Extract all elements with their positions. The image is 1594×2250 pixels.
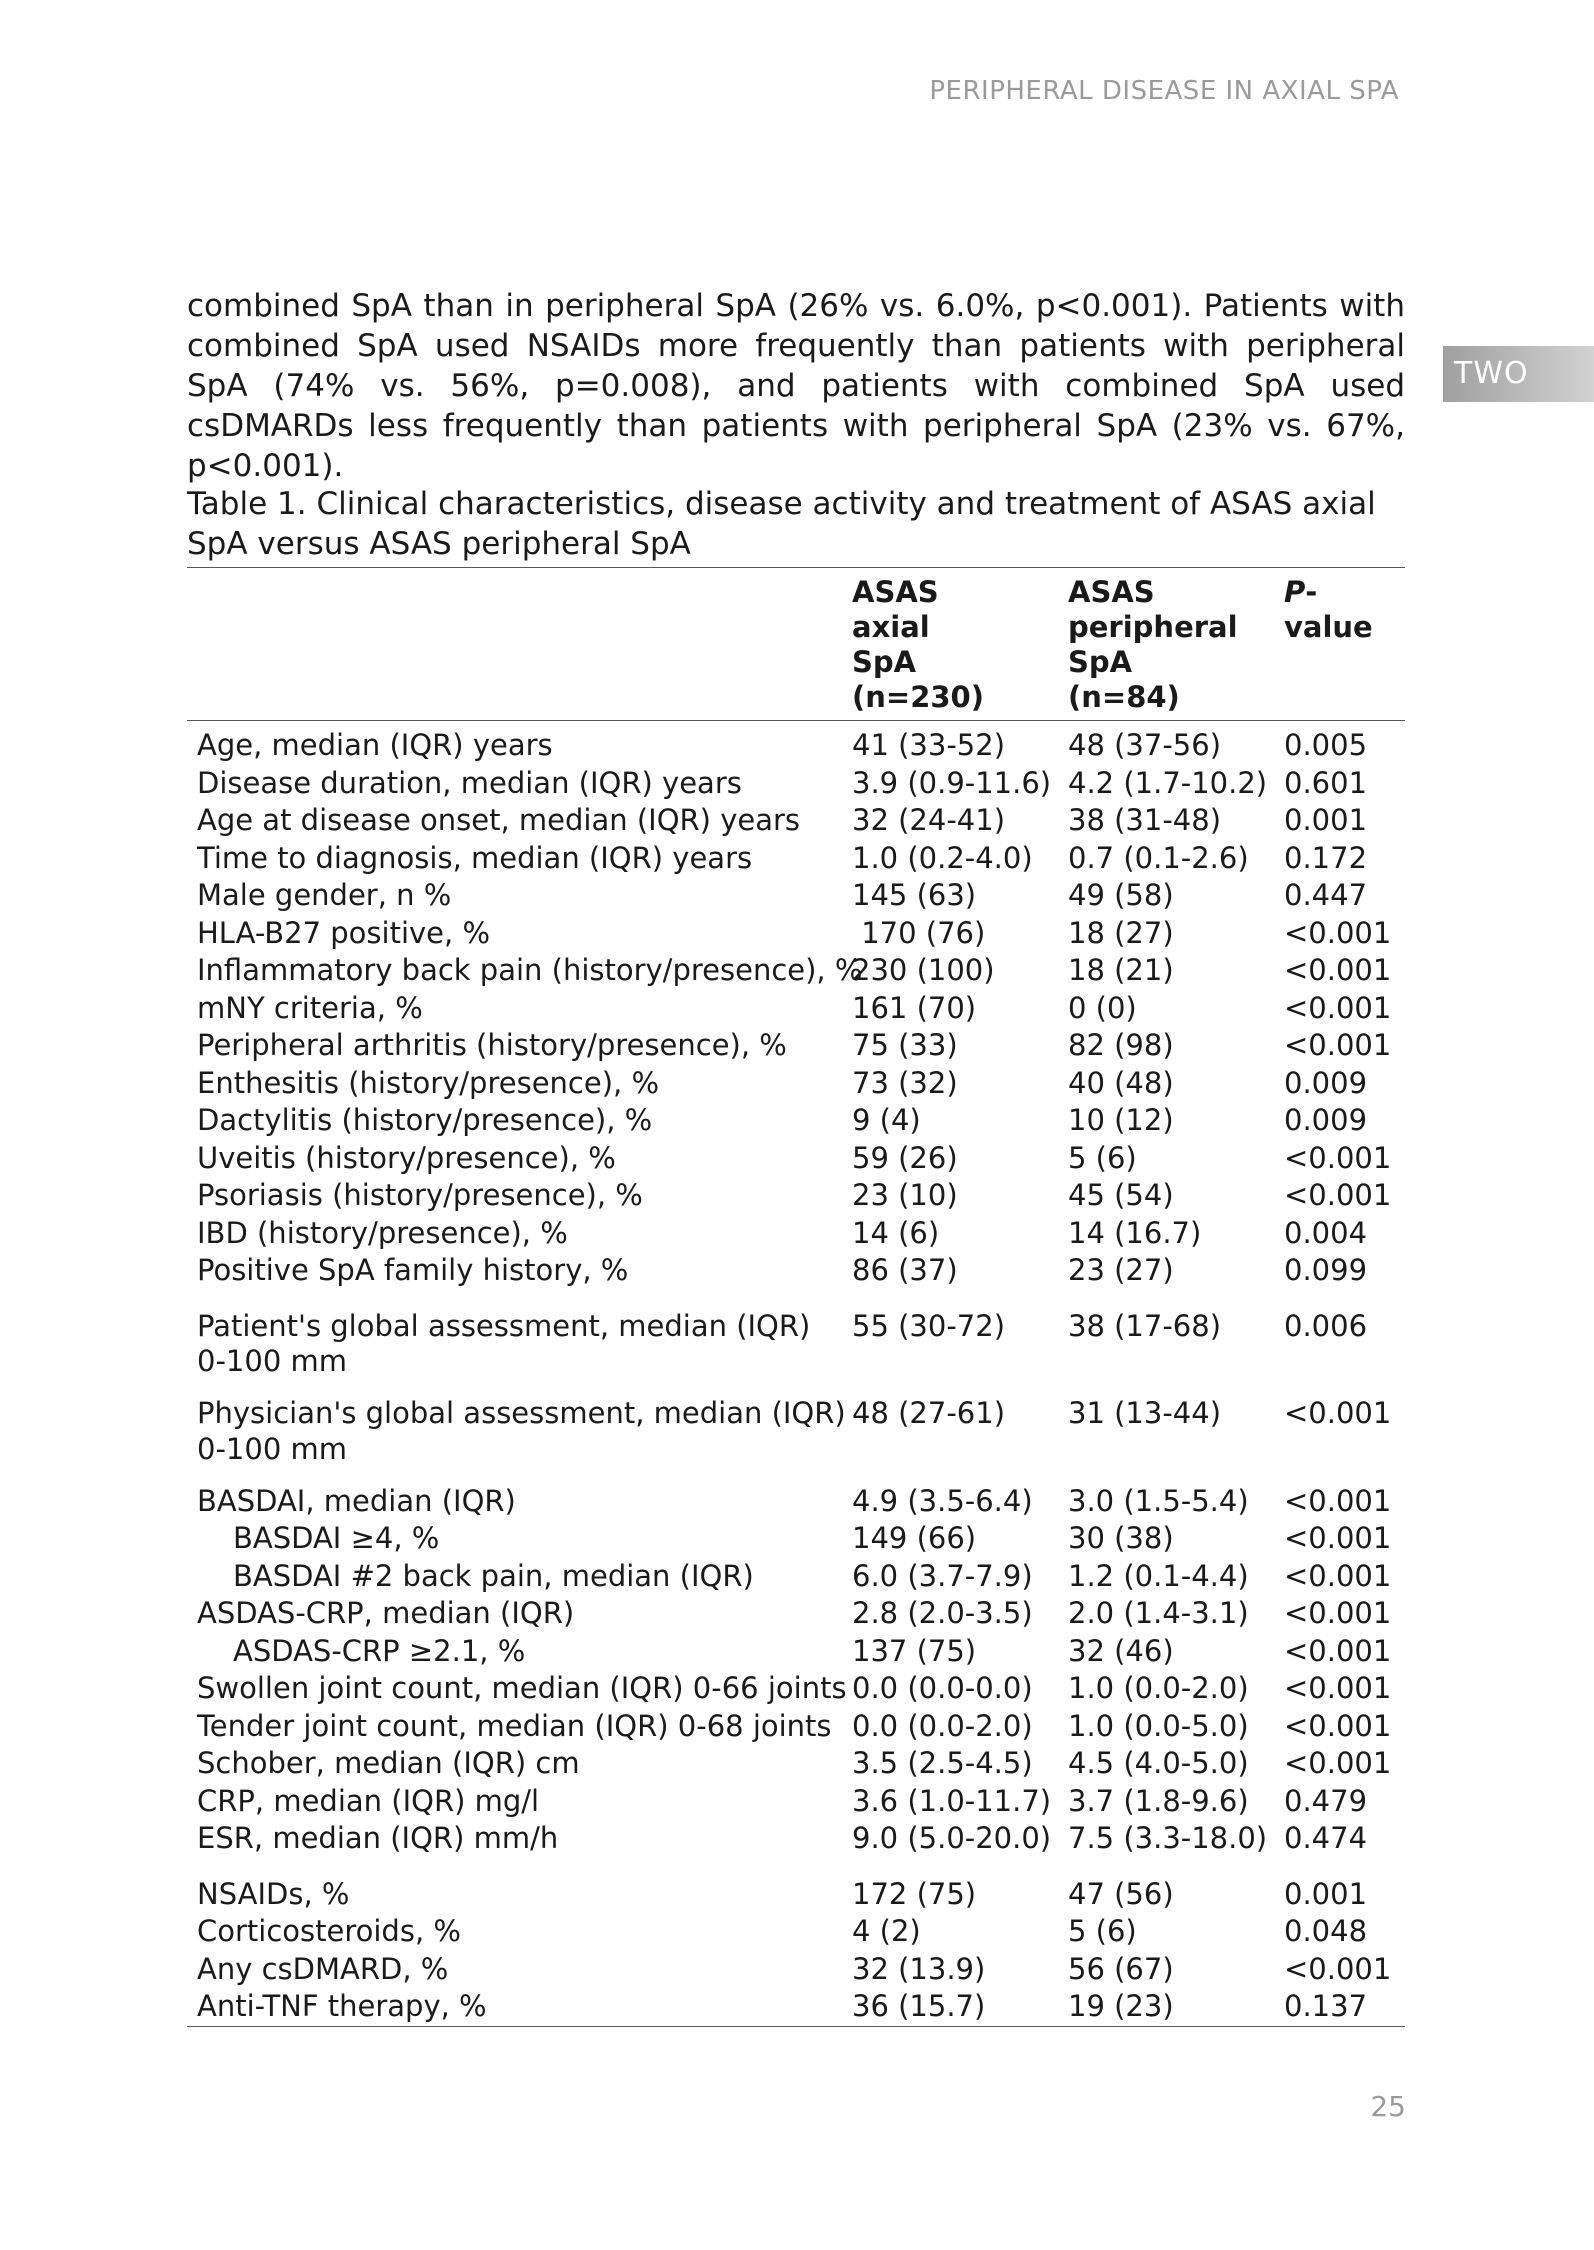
row-label-text: Age at disease onset, median (IQR) years <box>197 803 801 837</box>
table-row <box>187 1951 1405 1989</box>
row-label <box>187 1027 852 1065</box>
row-label-text: Swollen joint count, median (IQR) 0-66 joints <box>197 1671 847 1705</box>
cell-peripheral: 32 (46) <box>1068 1633 1174 1668</box>
row-label <box>187 1783 852 1821</box>
table-row <box>187 1290 1405 1378</box>
row-label <box>187 1708 852 1746</box>
table-row <box>187 1595 1405 1633</box>
cell-pvalue: <0.001 <box>1284 1708 1392 1743</box>
row-label <box>187 1290 852 1378</box>
cell-axial: 9.0 (5.0-20.0) <box>852 1821 1052 1855</box>
table-row <box>187 1252 1405 1290</box>
table-body <box>187 721 1405 2027</box>
cell-pvalue: 0.099 <box>1284 1253 1368 1287</box>
header-peripheral-line: ASAS <box>1068 575 1155 609</box>
cell-peripheral: 3.7 (1.8-9.6) <box>1068 1783 1249 1818</box>
cell-pvalue: 0.474 <box>1284 1821 1368 1855</box>
header-label-column <box>187 568 852 721</box>
cell-axial: 48 (27-61) <box>852 1396 1006 1430</box>
running-head: PERIPHERAL DISEASE IN AXIAL SPA <box>929 76 1399 106</box>
row-label-text: CRP, median (IQR) mg/l <box>197 1783 540 1818</box>
row-label-text: ASDAS-CRP ≥2.1, % <box>233 1633 526 1668</box>
header-peripheral-line: SpA <box>1068 645 1133 679</box>
cell-pvalue: 0.009 <box>1284 1065 1368 1100</box>
cell-peripheral: 4.2 (1.7-10.2) <box>1068 765 1268 800</box>
row-label <box>187 802 852 840</box>
cell-axial: 145 (63) <box>852 878 977 912</box>
table-row <box>187 1215 1405 1253</box>
row-label-text: Any csDMARD, % <box>197 1951 449 1986</box>
cell-pvalue: <0.001 <box>1284 1746 1392 1780</box>
row-label-text: NSAIDs, % <box>197 1876 350 1911</box>
row-label <box>187 952 863 990</box>
cell-pvalue: 0.009 <box>1284 1103 1368 1137</box>
row-label <box>187 1670 852 1708</box>
row-label-text: Peripheral arthritis (history/presence), % <box>197 1028 787 1062</box>
cell-axial: 59 (26) <box>852 1140 958 1175</box>
cell-axial: 0.0 (0.0-2.0) <box>852 1708 1033 1743</box>
cell-axial: 6.0 (3.7-7.9) <box>852 1558 1033 1593</box>
header-axial <box>852 568 1068 721</box>
row-label-text: Inflammatory back pain (history/presence), % <box>197 953 863 987</box>
header-peripheral-line: (n=84) <box>1068 680 1180 714</box>
row-label <box>187 1215 852 1253</box>
row-label <box>187 877 852 915</box>
cell-pvalue: 0.137 <box>1284 1989 1368 2023</box>
cell-pvalue: <0.001 <box>1284 1028 1392 1062</box>
cell-axial: 75 (33) <box>852 1028 958 1062</box>
row-label-text: Male gender, n % <box>197 878 452 912</box>
cell-axial: 4.9 (3.5-6.4) <box>852 1483 1033 1518</box>
row-label <box>187 1951 852 1989</box>
row-label-text: Positive SpA family history, % <box>197 1253 629 1287</box>
table-row <box>187 765 1405 803</box>
cell-axial: 161 (70) <box>852 990 977 1025</box>
cell-pvalue: 0.005 <box>1284 728 1368 762</box>
table-row <box>187 840 1405 878</box>
cell-axial: 32 (13.9) <box>852 1951 986 1986</box>
table-row <box>187 1988 1405 2026</box>
cell-axial: 149 (66) <box>852 1521 977 1555</box>
table-row <box>187 1708 1405 1746</box>
row-label-text: Schober, median (IQR) cm <box>197 1746 580 1780</box>
cell-peripheral: 40 (48) <box>1068 1065 1174 1100</box>
header-peripheral <box>1068 568 1284 721</box>
row-label-text: IBD (history/presence), % <box>197 1215 568 1250</box>
cell-pvalue: 0.001 <box>1284 803 1368 837</box>
cell-pvalue: <0.001 <box>1284 1951 1392 1986</box>
cell-pvalue: 0.447 <box>1284 878 1368 912</box>
table-row <box>187 721 1405 765</box>
row-label <box>187 1065 852 1103</box>
table-row <box>187 1520 1405 1558</box>
table-row <box>187 1140 1405 1178</box>
cell-pvalue: 0.601 <box>1284 765 1368 800</box>
cell-peripheral: 4.5 (4.0-5.0) <box>1068 1746 1249 1780</box>
table-row <box>187 1745 1405 1783</box>
table-row <box>187 1177 1405 1215</box>
cell-pvalue: 0.479 <box>1284 1783 1368 1818</box>
cell-pvalue: 0.004 <box>1284 1215 1368 1250</box>
row-label-text: Time to diagnosis, median (IQR) years <box>197 840 753 875</box>
cell-peripheral: 14 (16.7) <box>1068 1215 1202 1250</box>
header-axial-line: axial <box>852 610 930 644</box>
row-label <box>187 1820 852 1858</box>
cell-peripheral: 5 (6) <box>1068 1140 1137 1175</box>
cell-pvalue: <0.001 <box>1284 1633 1392 1668</box>
row-label <box>187 840 852 878</box>
row-label-text: mNY criteria, % <box>197 990 423 1025</box>
cell-axial: 14 (6) <box>852 1215 940 1250</box>
row-label <box>187 1558 852 1596</box>
table-row <box>187 1377 1405 1465</box>
row-label <box>187 721 852 765</box>
row-label-text: Psoriasis (history/presence), % <box>197 1178 643 1212</box>
row-label <box>187 1913 852 1951</box>
row-label <box>187 1465 852 1521</box>
header-pvalue <box>1284 568 1405 721</box>
cell-axial: 23 (10) <box>852 1178 958 1212</box>
cell-axial: 137 (75) <box>852 1633 977 1668</box>
header-axial-line: (n=230) <box>852 680 984 714</box>
row-label-text: BASDAI ≥4, % <box>233 1521 440 1555</box>
row-label-text: Disease duration, median (IQR) years <box>197 765 742 800</box>
cell-peripheral: 1.0 (0.0-5.0) <box>1068 1708 1249 1743</box>
row-label-continuation: 0-100 mm <box>197 1344 347 1378</box>
cell-axial: 9 (4) <box>852 1103 921 1137</box>
cell-peripheral: 82 (98) <box>1068 1028 1174 1062</box>
row-label-text: BASDAI, median (IQR) <box>197 1483 516 1518</box>
row-label <box>187 915 852 953</box>
cell-peripheral: 7.5 (3.3-18.0) <box>1068 1821 1268 1855</box>
cell-axial: 73 (32) <box>852 1065 958 1100</box>
header-pvalue-rest: -value <box>1284 575 1373 644</box>
cell-peripheral: 38 (17-68) <box>1068 1308 1222 1343</box>
cell-pvalue: 0.001 <box>1284 1876 1368 1911</box>
cell-axial: 4 (2) <box>852 1914 921 1948</box>
cell-peripheral: 49 (58) <box>1068 878 1174 912</box>
row-label <box>187 1102 852 1140</box>
cell-pvalue: <0.001 <box>1284 1396 1392 1430</box>
table-row <box>187 1633 1405 1671</box>
cell-peripheral: 2.0 (1.4-3.1) <box>1068 1596 1249 1630</box>
cell-peripheral: 5 (6) <box>1068 1914 1137 1948</box>
table-container <box>187 567 1405 2027</box>
row-label <box>187 765 852 803</box>
cell-axial: 86 (37) <box>852 1253 958 1287</box>
page-number: 25 <box>1370 2090 1406 2123</box>
cell-axial: 36 (15.7) <box>852 1989 986 2023</box>
cell-peripheral: 0 (0) <box>1068 990 1137 1025</box>
cell-peripheral: 19 (23) <box>1068 1989 1174 2023</box>
cell-axial: 170 (76) <box>852 915 986 950</box>
row-label-text: ASDAS-CRP, median (IQR) <box>197 1596 575 1630</box>
row-label <box>187 1140 852 1178</box>
cell-axial: 55 (30-72) <box>852 1308 1006 1343</box>
row-label <box>187 1377 852 1465</box>
row-label <box>187 1595 852 1633</box>
cell-axial: 230 (100) <box>852 953 995 987</box>
row-label-text: HLA-B27 positive, % <box>197 915 491 950</box>
row-label-text: Age, median (IQR) years <box>197 728 553 762</box>
table-row <box>187 990 1405 1028</box>
cell-peripheral: 23 (27) <box>1068 1253 1174 1287</box>
chapter-tab: TWO <box>1443 346 1594 402</box>
row-label <box>187 1177 852 1215</box>
cell-peripheral: 0.7 (0.1-2.6) <box>1068 840 1249 875</box>
cell-peripheral: 47 (56) <box>1068 1876 1174 1911</box>
row-label <box>187 1252 852 1290</box>
header-axial-line: SpA <box>852 645 917 679</box>
row-label <box>187 1745 852 1783</box>
cell-axial: 3.6 (1.0-11.7) <box>852 1783 1052 1818</box>
row-label-text: Anti-TNF therapy, % <box>197 1989 487 2023</box>
header-axial-line: ASAS <box>852 575 939 609</box>
cell-pvalue: <0.001 <box>1284 1483 1392 1518</box>
table-row <box>187 1670 1405 1708</box>
cell-axial: 0.0 (0.0-0.0) <box>852 1671 1033 1705</box>
cell-peripheral: 38 (31-48) <box>1068 803 1222 837</box>
cell-peripheral: 56 (67) <box>1068 1951 1174 1986</box>
row-label-continuation: 0-100 mm <box>197 1431 347 1466</box>
cell-pvalue: <0.001 <box>1284 1671 1392 1705</box>
row-label-text: ESR, median (IQR) mm/h <box>197 1821 559 1855</box>
table-caption: Table 1. Clinical characteristics, disease activity and treatment of ASAS axial SpA versus ASAS peripheral SpA <box>187 486 1376 562</box>
row-label-text: Enthesitis (history/presence), % <box>197 1065 660 1100</box>
table-row <box>187 1858 1405 1914</box>
table-row <box>187 1558 1405 1596</box>
table-row <box>187 1027 1405 1065</box>
cell-pvalue: <0.001 <box>1284 1178 1392 1212</box>
table-row <box>187 952 1405 990</box>
table-row <box>187 1065 1405 1103</box>
row-label-text: Corticosteroids, % <box>197 1914 461 1948</box>
cell-axial: 172 (75) <box>852 1876 977 1911</box>
cell-pvalue: <0.001 <box>1284 1558 1392 1593</box>
table-row <box>187 915 1405 953</box>
cell-pvalue: <0.001 <box>1284 1521 1392 1555</box>
cell-pvalue: 0.006 <box>1284 1308 1368 1343</box>
table-row <box>187 1465 1405 1521</box>
row-label <box>187 1858 852 1914</box>
table-row <box>187 1102 1405 1140</box>
cell-peripheral: 10 (12) <box>1068 1103 1174 1137</box>
cell-peripheral: 3.0 (1.5-5.4) <box>1068 1483 1249 1518</box>
cell-peripheral: 45 (54) <box>1068 1178 1174 1212</box>
cell-peripheral: 31 (13-44) <box>1068 1396 1222 1430</box>
cell-pvalue: <0.001 <box>1284 990 1392 1025</box>
row-label-text: Uveitis (history/presence), % <box>197 1140 616 1175</box>
cell-peripheral: 18 (27) <box>1068 915 1174 950</box>
table-header-row <box>187 568 1405 721</box>
cell-pvalue: 0.172 <box>1284 840 1368 875</box>
row-label-text: Patient's global assessment, median (IQR) <box>197 1308 811 1343</box>
cell-pvalue: <0.001 <box>1284 953 1392 987</box>
row-label <box>187 990 852 1028</box>
cell-peripheral: 30 (38) <box>1068 1521 1174 1555</box>
header-pvalue-italic: P <box>1284 575 1306 609</box>
cell-axial: 41 (33-52) <box>852 728 1006 762</box>
table-row <box>187 877 1405 915</box>
row-label <box>187 1520 852 1558</box>
clinical-characteristics-table <box>187 567 1405 2027</box>
row-label-text: Physician's global assessment, median (IQR) <box>197 1396 846 1430</box>
cell-pvalue: <0.001 <box>1284 1596 1392 1630</box>
cell-axial: 32 (24-41) <box>852 803 1006 837</box>
header-peripheral-line: peripheral <box>1068 610 1238 644</box>
cell-axial: 3.5 (2.5-4.5) <box>852 1746 1033 1780</box>
body-paragraph: combined SpA than in peripheral SpA (26% vs. 6.0%, p<0.001). Patients with combined SpA used NSAIDs more frequently than patients with peripheral SpA (74% vs. 56%, p=0.008), and patients with combined SpA used csDMARDs less frequently than patients with peripheral SpA (23% vs. 67%, p<0.001). <box>187 288 1405 484</box>
cell-pvalue: <0.001 <box>1284 1140 1392 1175</box>
row-label-text: BASDAI #2 back pain, median (IQR) <box>233 1558 754 1593</box>
cell-axial: 1.0 (0.2-4.0) <box>852 840 1033 875</box>
row-label <box>187 1988 852 2026</box>
table-row <box>187 1820 1405 1858</box>
cell-peripheral: 48 (37-56) <box>1068 728 1222 762</box>
cell-peripheral: 18 (21) <box>1068 953 1174 987</box>
cell-pvalue: <0.001 <box>1284 915 1392 950</box>
cell-pvalue: 0.048 <box>1284 1914 1368 1948</box>
table-row <box>187 1783 1405 1821</box>
cell-axial: 3.9 (0.9-11.6) <box>852 765 1052 800</box>
row-label-text: Dactylitis (history/presence), % <box>197 1103 653 1137</box>
table-row <box>187 1913 1405 1951</box>
table-row <box>187 802 1405 840</box>
row-label-text: Tender joint count, median (IQR) 0-68 joints <box>197 1708 832 1743</box>
cell-axial: 2.8 (2.0-3.5) <box>852 1596 1033 1630</box>
cell-peripheral: 1.2 (0.1-4.4) <box>1068 1558 1249 1593</box>
cell-peripheral: 1.0 (0.0-2.0) <box>1068 1671 1249 1705</box>
row-label <box>187 1633 852 1671</box>
